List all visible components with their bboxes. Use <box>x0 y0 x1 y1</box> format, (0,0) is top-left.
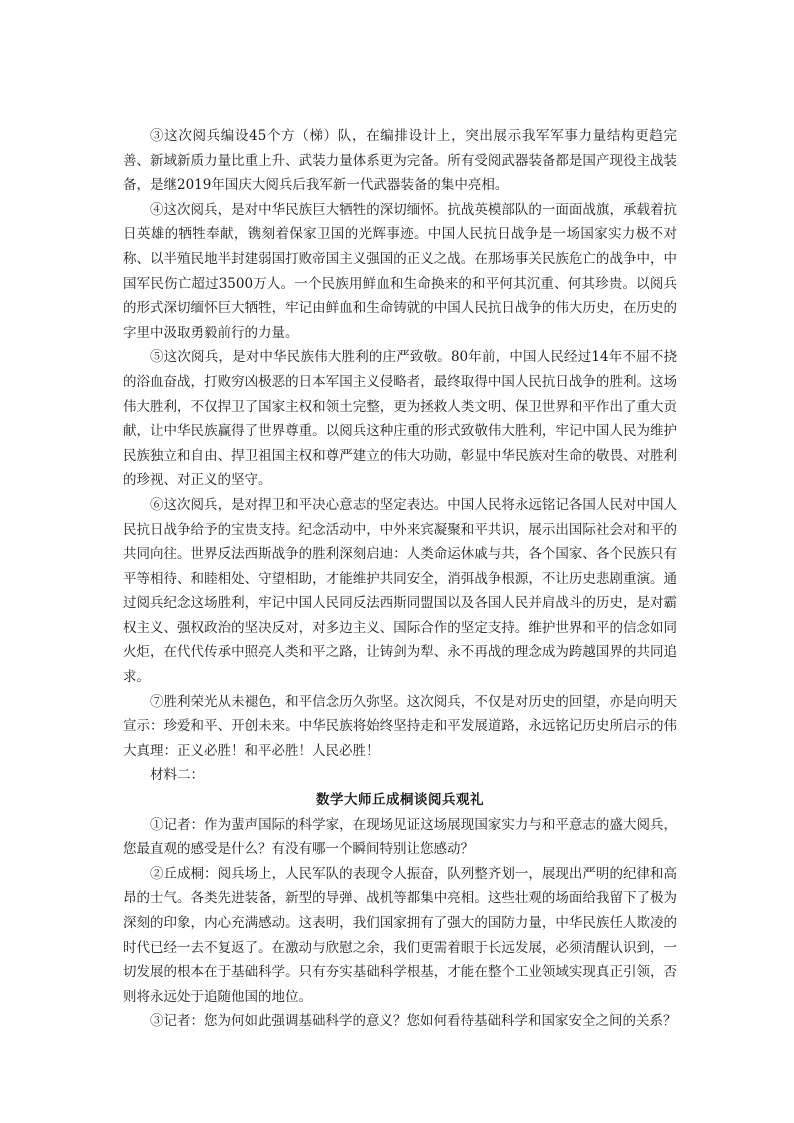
document-page <box>123 124 677 1034</box>
material1-paragraph-3: ③这次阅兵编设45个方（梯）队，在编排设计上，突出展示我军军事力量结构更趋完善、新域新质力量比重上升、武装力量体系更为完备。所有受阅武器装备都是国产现役主战装备，是继2019年国庆大阅兵后我军新一代武器装备的集中亮相。 <box>123 128 677 194</box>
material2-label: 材料二： <box>150 767 204 784</box>
material1-paragraph-4: ④这次阅兵，是对中华民族巨大牺牲的深切缅怀。抗战英模部队的一面面战旗，承载着抗日英雄的牺牲奉献，镌刻着保家卫国的光辉事迹。中国人民抗日战争是一场国家实力极不对称、以半殖民地半封建弱国打败帝国主义强国的正义之战。在那场事关民族危亡的战争中，中国军民伤亡超过3500万人。一个民族用鲜血和生命换来的和平何其沉重、何其珍贵。以阅兵的形式深切缅怀巨大牺牲，牢记由鲜血和生命铸就的中国人民抗日战争的伟大历史，在历史的字里中汲取勇毅前行的力量。 <box>123 201 677 341</box>
material1-paragraph-6: ⑥这次阅兵，是对捍卫和平决心意志的坚定表达。中国人民将永远铭记各国人民对中国人民抗日战争给予的宝贵支持。纪念活动中，中外来宾凝聚和平共识，展示出国际社会对和平的共同向往。世界反法西斯战争的胜利深刻启迪：人类命运休戚与共，各个国家、各个民族只有平等相待、和睦相处、守望相助，才能维护共同安全，消弭战争根源，不让历史悲剧重演。通过阅兵纪念这场胜利，牢记中国人民同反法西斯同盟国以及各国人民并肩战斗的历史，是对霸权主义、强权政治的坚决反对，对多边主义、国际合作的坚定支持。维护世界和平的信念如同火炬，在代代传承中照亮人类和平之路，让铸剑为犁、永不再战的理念成为跨越国界的共同追求。 <box>123 496 677 686</box>
material1-paragraph-7: ⑦胜利荣光从未褪色，和平信念历久弥坚。这次阅兵，不仅是对历史的回望，亦是向明天宣示：珍爱和平、开创未来。中华民族将始终坚持走和平发展道路，永远铭记历史所启示的伟大真理：正义必胜！和平必胜！人民必胜！ <box>123 693 677 759</box>
material1-paragraph-5: ⑤这次阅兵，是对中华民族伟大胜利的庄严致敬。80年前，中国人民经过14年不屈不挠的浴血奋战，打败穷凶极恶的日本军国主义侵略者，最终取得中国人民抗日战争的胜利。这场伟大胜利，不仅捍卫了国家主权和领土完整，更为拯救人类文明、保卫世界和平作出了重大贡献，让中华民族赢得了世界尊重。以阅兵这种庄重的形式致敬伟大胜利，牢记中国人民为维护民族独立和自由、捍卫祖国主权和尊严建立的伟大功勋，彰显中华民族对生命的敬畏、对胜利的珍视、对正义的坚守。 <box>123 349 677 489</box>
material2-paragraph-3: ③记者：您为何如此强调基础科学的意义？您如何看待基础科学和国家安全之间的关系？ <box>150 1013 677 1030</box>
material2-title: 数学大师丘成桐谈阅兵观礼 <box>316 792 484 809</box>
material2-paragraph-1: ①记者：作为蜚声国际的科学家，在现场见证这场展现国家实力与和平意志的盛大阅兵，您最直观的感受是什么？有没有哪一个瞬间特别让您感动？ <box>123 816 677 858</box>
material2-paragraph-2: ②丘成桐：阅兵场上，人民军队的表现令人振奋，队列整齐划一，展现出严明的纪律和高昂的士气。各类先进装备，新型的导弹、战机等都集中亮相。这些壮观的场面给我留下了极为深刻的印象，内心充满感动。这表明，我们国家拥有了强大的国防力量，中华民族任人欺凌的时代已经一去不复返了。在激动与欣慰之余，我们更需着眼于长远发展，必须清醒认识到，一切发展的根本在于基础科学。只有夯实基础科学根基，才能在整个工业领域实现真正引领，否则将永远处于追随他国的地位。 <box>123 865 677 1005</box>
